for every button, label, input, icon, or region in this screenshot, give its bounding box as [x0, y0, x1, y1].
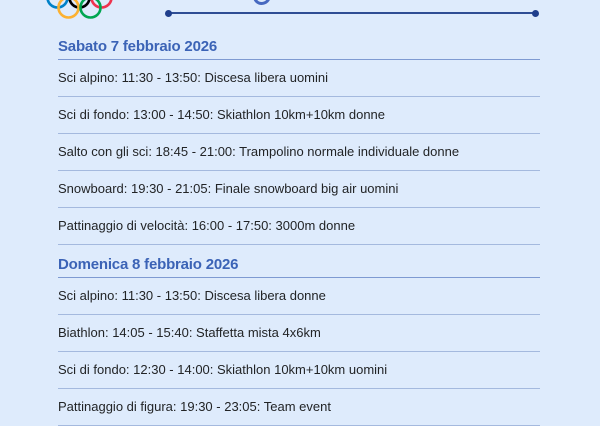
schedule — [58, 38, 540, 426]
event-row: Sci di fondo: 12:30 - 14:00: Skiathlon 10km+10km uomini — [58, 352, 540, 389]
olympic-rings-icon — [46, 0, 114, 22]
event-row: Biathlon: 14:05 - 15:40: Staffetta mista 4x6km — [58, 315, 540, 352]
event-row: Snowboard: 19:30 - 21:05: Finale snowboard big air uomini — [58, 171, 540, 208]
event-row: Pattinaggio di figura: 19:30 - 23:05: Team event — [58, 389, 540, 426]
cropped-title-glyph — [253, 0, 271, 5]
header-accent-line — [167, 12, 537, 14]
event-row: Salto con gli sci: 18:45 - 21:00: Trampolino normale individuale donne — [58, 134, 540, 171]
event-row: Sci alpino: 11:30 - 13:50: Discesa libera donne — [58, 278, 540, 315]
schedule-section-sunday — [58, 256, 540, 426]
schedule-section-saturday — [58, 38, 540, 245]
event-row: Sci alpino: 11:30 - 13:50: Discesa libera uomini — [58, 60, 540, 97]
event-row: Pattinaggio di velocità: 16:00 - 17:50: 3000m donne — [58, 208, 540, 245]
section-date-heading: Domenica 8 febbraio 2026 — [58, 256, 540, 278]
event-row: Sci di fondo: 13:00 - 14:50: Skiathlon 10km+10km donne — [58, 97, 540, 134]
section-date-heading: Sabato 7 febbraio 2026 — [58, 38, 540, 60]
